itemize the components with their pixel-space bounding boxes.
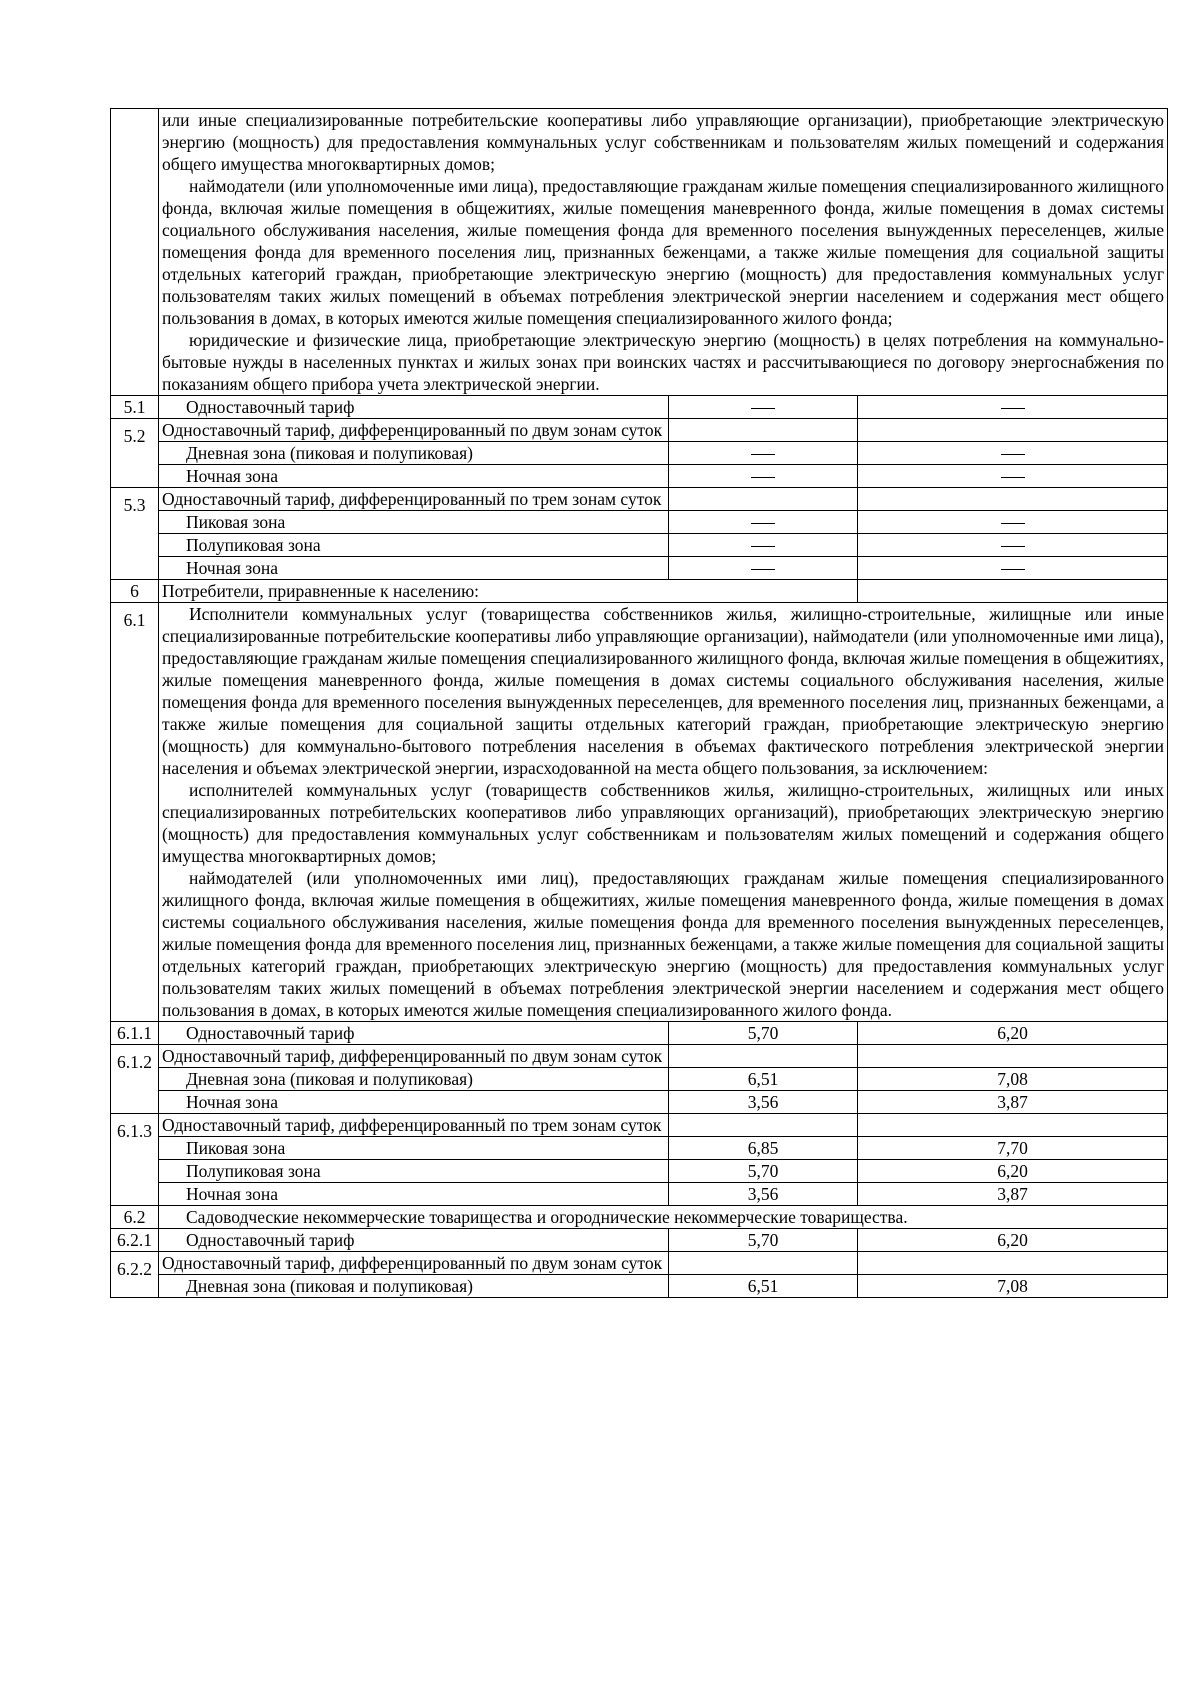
table-row [111,1114,1168,1137]
row-label: Полупиковая зона [159,1160,669,1183]
table-row [111,1022,1168,1045]
dash-mark [751,408,775,409]
row-label: Дневная зона (пиковая и полупиковая) [159,442,669,465]
table-row [111,1137,1168,1160]
row-label: Одноставочный тариф, дифференцированный по двум зонам суток [159,1045,669,1068]
row-number: 6.2.1 [111,1229,159,1252]
table-row [111,580,1168,603]
row-number: 6.2 [111,1206,159,1229]
row-number: 5.2 [111,419,159,488]
row-number: 6.1.3 [111,1114,159,1206]
tariff-value: 3,56 [669,1183,858,1206]
table-row [111,419,1168,442]
intro-paragraph: или иные специализированные потребительские кооперативы либо управляющие организации), приобретающие электрическую энергию (мощность) для предоставления коммунальных услуг собственникам и пользователям жилых помещений и содержания общего имущества многоквартирных домов; [162,110,1165,174]
tariff-value: 6,20 [858,1160,1168,1183]
row-number: 6 [111,580,159,603]
row-label: Одноставочный тариф [159,1022,669,1045]
dash-mark [751,477,775,478]
tariff-value: 3,56 [669,1091,858,1114]
table-row [111,1183,1168,1206]
row-label: Одноставочный тариф [159,1229,669,1252]
dash-mark [1001,454,1025,455]
tariff-value: 7,08 [858,1068,1168,1091]
tariff-value: 5,70 [669,1229,858,1252]
tariff-table [110,108,1168,1298]
table-row [111,109,1168,396]
intro-text-cell [159,109,1168,396]
row-number: 6.2.2 [111,1252,159,1298]
tariff-value: 6,85 [669,1137,858,1160]
tariff-value: 7,08 [858,1275,1168,1298]
row-number: 6.1.1 [111,1022,159,1045]
row-number: 5.3 [111,488,159,580]
tariff-value: 5,70 [669,1022,858,1045]
tariff-value: 3,87 [858,1183,1168,1206]
row-label: Ночная зона [159,465,669,488]
tariff-value: 6,51 [669,1068,858,1091]
dash-mark [1001,523,1025,524]
row-label: Одноставочный тариф, дифференцированный по двум зонам суток [159,1252,669,1275]
dash-mark [1001,408,1025,409]
table-row [111,534,1168,557]
dash-mark [751,523,775,524]
table-row [111,1252,1168,1275]
empty-value-cell [669,511,858,534]
empty-value-cell [858,511,1168,534]
empty-value-cell [858,465,1168,488]
dash-mark [751,454,775,455]
row-label: Ночная зона [159,557,669,580]
empty-value-cell [669,534,858,557]
table-row [111,1206,1168,1229]
table-row [111,511,1168,534]
dash-mark [751,569,775,570]
tariff-value: 7,70 [858,1137,1168,1160]
row-number: 6.1 [111,603,159,1022]
section-paragraph: исполнителей коммунальных услуг (товариществ собственников жилья, жилищно-строительных, жилищных или иных специализированных потребительских кооперативов либо управляющих организаций), приобретающих электрическую энергию (мощность) для предоставления коммунальных услуг собственникам и пользователям жилых помещений и содержания общего имущества многоквартирных домов; [162,780,1165,866]
table-row [111,396,1168,419]
row-label: Дневная зона (пиковая и полупиковая) [159,1068,669,1091]
table-row [111,442,1168,465]
intro-paragraph: наймодатели (или уполномоченные ими лица), предоставляющие гражданам жилые помещения специализированного жилищного фонда, включая жилые помещения в общежитиях, жилые помещения маневренного фонда, жилые помещения в домах системы социального обслуживания населения, жилые помещения фонда для временного поселения вынужденных переселенцев, жилые помещения фонда для временного поселения лиц, признанных беженцами, а также жилые помещения для социальной защиты отдельных категорий граждан, приобретающие электрическую энергию (мощность) для предоставления коммунальных услуг пользователям таких жилых помещений в объемах потребления электрической энергии населением и содержания мест общего пользования в домах, в которых имеются жилые помещения специализированного жилого фонда; [162,176,1165,328]
table-row [111,1045,1168,1068]
empty-value-cell [669,465,858,488]
row-number: 6.1.2 [111,1045,159,1114]
empty-value-cell [858,534,1168,557]
table-row [111,488,1168,511]
empty-value-cell [858,396,1168,419]
empty-value-cell [669,442,858,465]
row-label: Полупиковая зона [159,534,669,557]
section-heading: Потребители, приравненные к населению: [159,580,858,603]
intro-paragraph: юридические и физические лица, приобретающие электрическую энергию (мощность) в целях потребления на коммунально-бытовые нужды в населенных пунктах и жилых зонах при воинских частях и рассчитывающиеся по договору энергоснабжения по показаниям общего прибора учета электрической энергии. [162,330,1165,394]
table-row [111,1160,1168,1183]
tariff-value: 6,20 [858,1022,1168,1045]
table-row [111,557,1168,580]
section-heading: Садоводческие некоммерческие товарищества и огороднические некоммерческие товарищества. [159,1206,1168,1229]
dash-mark [1001,546,1025,547]
tariff-value: 6,20 [858,1229,1168,1252]
tariff-table-page [110,108,1167,1298]
dash-mark [751,546,775,547]
row-number: 5.1 [111,396,159,419]
empty-value-cell [669,557,858,580]
section-paragraph: Исполнители коммунальных услуг (товарищества собственников жилья, жилищно-строительные, жилищные или иные специализированные потребительские кооперативы либо управляющие организации), наймодатели (или уполномоченные ими лица), предоставляющие гражданам жилые помещения специализированного жилищного фонда, включая жилые помещения в общежитиях, жилые помещения маневренного фонда, жилые помещения в домах системы социального обслуживания населения, жилые помещения фонда для временного поселения вынужденных переселенцев, для временного поселения лиц, признанных беженцами, а также жилые помещения для социальной защиты отдельных категорий граждан, приобретающие электрическую энергию (мощность) для коммунально-бытового потребления населения в объемах фактического потребления электрической энергии населения и объемах электрической энергии, израсходованной на места общего пользования, за исключением: [162,604,1165,778]
row-label: Пиковая зона [159,1137,669,1160]
row-label: Дневная зона (пиковая и полупиковая) [159,1275,669,1298]
row-label: Пиковая зона [159,511,669,534]
tariff-value: 5,70 [669,1160,858,1183]
tariff-value: 6,51 [669,1275,858,1298]
row-label: Одноставочный тариф, дифференцированный по трем зонам суток [159,488,669,511]
dash-mark [1001,477,1025,478]
section-paragraph: наймодателей (или уполномоченных ими лиц), предоставляющих гражданам жилые помещения специализированного жилищного фонда, включая жилые помещения в общежитиях, жилые помещения маневренного фонда, жилые помещения в домах системы социального обслуживания населения, жилые помещения фонда для временного поселения вынужденных переселенцев, жилые помещения фонда для временного поселения лиц, признанных беженцами, а также жилые помещения для социальной защиты отдельных категорий граждан, приобретающих электрическую энергию (мощность) для предоставления коммунальных услуг пользователям таких жилых помещений в объемах потребления электрической энергии населением и содержания мест общего пользования в домах, в которых имеются жилые помещения специализированного жилого фонда. [162,868,1165,1020]
row-label: Ночная зона [159,1091,669,1114]
empty-value-cell [858,557,1168,580]
table-row [111,1091,1168,1114]
empty-value-cell [669,396,858,419]
table-row [111,465,1168,488]
row-label: Одноставочный тариф, дифференцированный по двум зонам суток [159,419,669,442]
table-row [111,1275,1168,1298]
empty-value-cell [858,442,1168,465]
table-row [111,1229,1168,1252]
tariff-value: 3,87 [858,1091,1168,1114]
table-row [111,603,1168,1022]
row-label: Одноставочный тариф, дифференцированный по трем зонам суток [159,1114,669,1137]
row-label: Одноставочный тариф [159,396,669,419]
section-text-cell [159,603,1168,1022]
dash-mark [1001,569,1025,570]
row-label: Ночная зона [159,1183,669,1206]
table-row [111,1068,1168,1091]
